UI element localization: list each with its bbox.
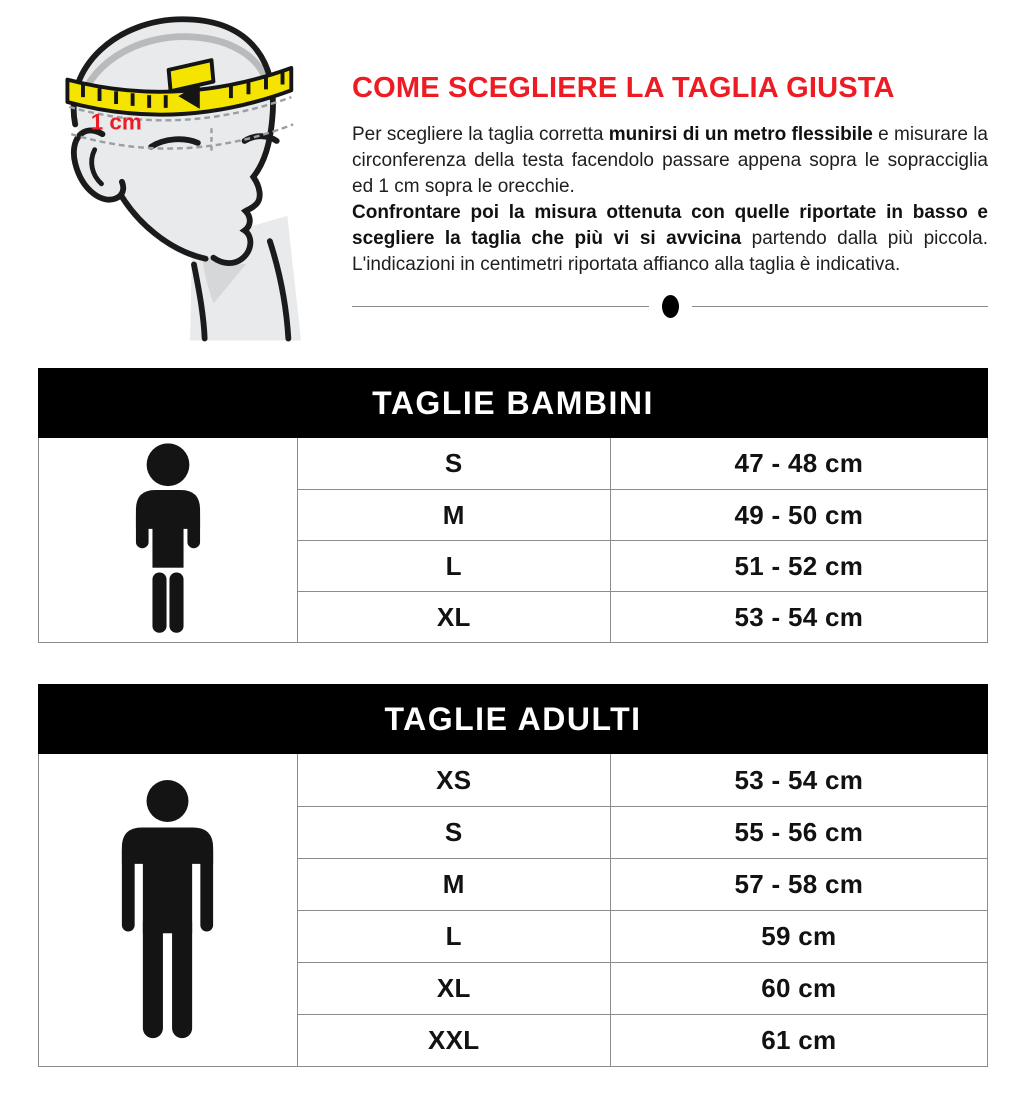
size-label: XL bbox=[298, 963, 611, 1014]
size-row bbox=[298, 858, 987, 910]
size-range: 49 - 50 cm bbox=[734, 499, 864, 530]
size-label: M bbox=[298, 490, 611, 540]
size-row bbox=[298, 806, 987, 858]
size-row bbox=[298, 540, 987, 591]
size-label: L bbox=[298, 911, 611, 962]
table-bambini-body bbox=[38, 438, 988, 643]
instructions-paragraph-2: Confrontare poi la misura ottenuta con quelle riportate in basso e scegliere la taglia che più vi si avvicina partendo dalla più piccola. L'indicazioni in centimetri riportata affianco alla taglia è indicativa. bbox=[352, 202, 989, 275]
page-title: COME SCEGLIERE LA TAGLIA GIUSTA bbox=[352, 72, 895, 104]
divider-dot-icon bbox=[662, 295, 679, 318]
size-range: 55 - 56 cm bbox=[734, 817, 864, 847]
size-row bbox=[298, 754, 987, 806]
table-adulti-title: TAGLIE ADULTI bbox=[384, 700, 642, 737]
child-figure-icon bbox=[39, 438, 298, 642]
table-bambini-header bbox=[38, 368, 988, 438]
size-label: M bbox=[298, 859, 611, 910]
instructions bbox=[338, 6, 988, 356]
size-range: 60 cm bbox=[761, 973, 837, 1003]
head-with-measuring-tape-icon bbox=[46, 6, 338, 344]
size-range: 53 - 54 cm bbox=[734, 601, 864, 632]
size-row bbox=[298, 591, 987, 642]
table-adulti-header bbox=[38, 684, 988, 754]
size-range: 59 cm bbox=[761, 921, 837, 951]
intro-section bbox=[0, 0, 1024, 356]
tape-gap-label: 1 cm bbox=[90, 109, 142, 135]
size-range: 47 - 48 cm bbox=[734, 448, 864, 478]
table-bambini-title: TAGLIE BAMBINI bbox=[372, 384, 654, 421]
size-range: 51 - 52 cm bbox=[734, 550, 864, 581]
size-row bbox=[298, 438, 987, 489]
table-bambini-rows bbox=[298, 438, 987, 642]
size-label: XXL bbox=[298, 1015, 611, 1066]
size-row bbox=[298, 910, 987, 962]
head-measurement-illustration bbox=[46, 6, 338, 356]
table-adulti-body bbox=[38, 754, 988, 1067]
size-row bbox=[298, 962, 987, 1014]
size-label: L bbox=[298, 541, 611, 591]
table-adulti bbox=[38, 684, 988, 1067]
size-range: 57 - 58 cm bbox=[734, 869, 864, 899]
adult-figure-icon bbox=[39, 754, 298, 1066]
divider-line bbox=[352, 306, 649, 307]
table-bambini bbox=[38, 368, 988, 643]
size-row bbox=[298, 1014, 987, 1066]
size-row bbox=[298, 489, 987, 540]
size-range: 61 cm bbox=[761, 1025, 837, 1055]
divider-line bbox=[692, 306, 989, 307]
size-label: S bbox=[298, 807, 611, 858]
table-adulti-rows bbox=[298, 754, 987, 1066]
section-divider bbox=[352, 295, 988, 318]
size-label: S bbox=[298, 438, 611, 489]
instructions-paragraph-1: Per scegliere la taglia corretta munirsi di un metro flessibile e misurare la circonferenza della testa facendolo passare appena sopra le sopracciglia ed 1 cm sopra le orecchie. bbox=[352, 124, 988, 197]
size-label: XL bbox=[298, 592, 611, 642]
size-label: XS bbox=[298, 754, 611, 806]
size-range: 53 - 54 cm bbox=[734, 764, 864, 795]
